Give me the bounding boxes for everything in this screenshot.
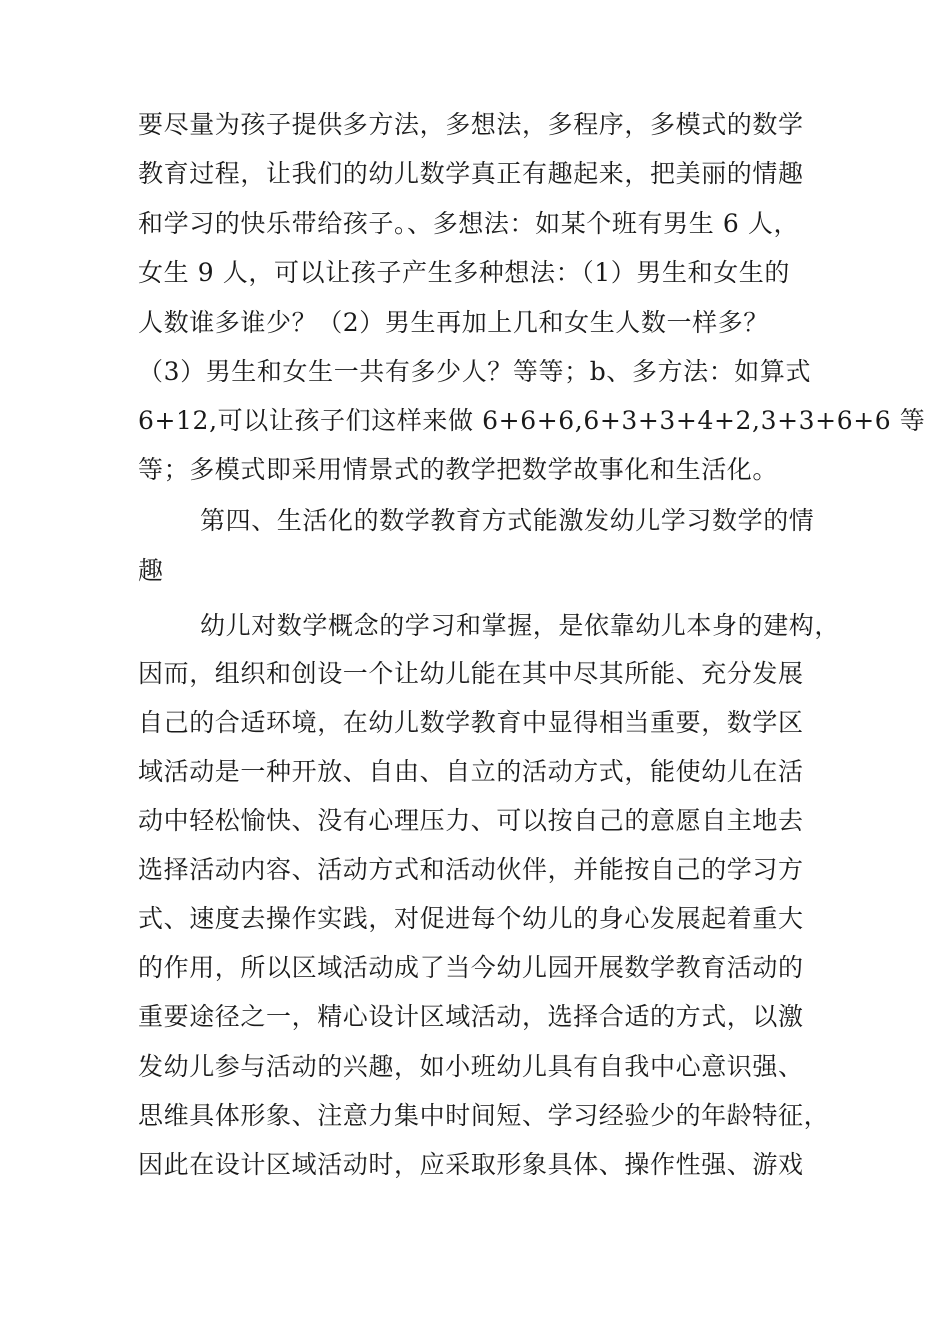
text-line: 式、速度去操作实践，对促进每个幼儿的身心发展起着重大 — [138, 904, 804, 933]
text-line: 因此在设计区域活动时，应采取形象具体、操作性强、游戏 — [138, 1150, 804, 1179]
text-line: 发幼儿参与活动的兴趣，如小班幼儿具有自我中心意识强、 — [138, 1052, 804, 1081]
text-line: 思维具体形象、注意力集中时间短、学习经验少的年龄特征， — [138, 1101, 830, 1130]
text-line: 的作用，所以区域活动成了当今幼儿园开展数学教育活动的 — [138, 953, 804, 982]
text-line: 6+12,可以让孩子们这样来做 6+6+6,6+3+3+4+2,3+3+6+6 等 — [138, 406, 926, 435]
text-line: （3）男生和女生一共有多少人？等等；b、多方法：如算式 — [138, 357, 812, 386]
text-line: 域活动是一种开放、自由、自立的活动方式，能使幼儿在活 — [138, 757, 804, 786]
paragraph-first-line: 幼儿对数学概念的学习和掌握，是依靠幼儿本身的建构， — [200, 611, 841, 640]
text-line: 选择活动内容、活动方式和活动伙伴，并能按自己的学习方 — [138, 855, 804, 884]
text-line: 人数谁多谁少？（2）男生再加上几和女生人数一样多？ — [138, 308, 769, 337]
text-line: 自己的合适环境，在幼儿数学教育中显得相当重要，数学区 — [138, 708, 804, 737]
text-line: 教育过程，让我们的幼儿数学真正有趣起来，把美丽的情趣 — [138, 159, 804, 188]
text-line: 等；多模式即采用情景式的教学把数学故事化和生活化。 — [138, 455, 779, 484]
section-heading-line: 趣 — [138, 556, 164, 585]
text-line: 动中轻松愉快、没有心理压力、可以按自己的意愿自主地去 — [138, 806, 804, 835]
text-line: 女生 9 人，可以让孩子产生多种想法：（1）男生和女生的 — [138, 258, 791, 287]
text-line: 因而，组织和创设一个让幼儿能在其中尽其所能、充分发展 — [138, 659, 804, 688]
text-line: 要尽量为孩子提供多方法，多想法，多程序，多模式的数学 — [138, 110, 804, 139]
text-line: 和学习的快乐带给孩子。、多想法：如某个班有男生 6 人， — [138, 209, 800, 238]
text-line: 重要途径之一，精心设计区域活动，选择合适的方式，以激 — [138, 1002, 804, 1031]
section-heading-line: 第四、生活化的数学教育方式能激发幼儿学习数学的情 — [200, 506, 815, 535]
